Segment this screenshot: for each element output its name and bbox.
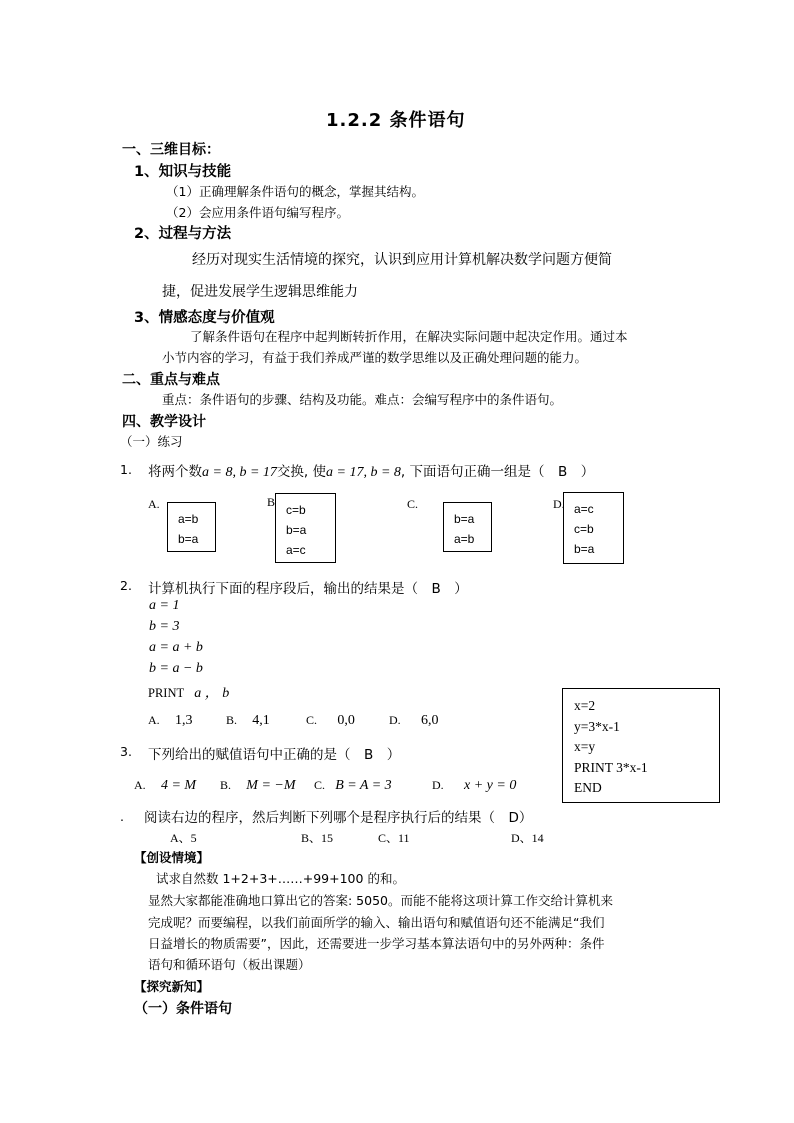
q2-print-line: PRINT a ， b	[148, 686, 230, 701]
code-line: b=a	[454, 512, 475, 526]
code-line: b=a	[574, 542, 595, 556]
code-line: a=b	[454, 532, 475, 546]
code-line: b=a	[286, 523, 307, 537]
process-method-heading: 2、过程与方法	[134, 226, 232, 242]
q1-option-b-label: B	[267, 495, 276, 509]
q2-option-d: D. 6,0	[389, 713, 439, 728]
q1-number: 1.	[120, 462, 132, 477]
scenario-para-4: 语句和循环语句（板出课题）	[148, 957, 311, 972]
q3-stem: 下列给出的赋值语句中正确的是（ B ）	[148, 747, 401, 763]
q1-option-c-label: C.	[407, 497, 419, 511]
code-line: c=b	[574, 522, 594, 536]
knowledge-skills-heading: 1、知识与技能	[134, 164, 232, 180]
program-box	[562, 688, 720, 803]
q3-option-c: C. B = A = 3	[314, 778, 392, 793]
q2-stem: 计算机执行下面的程序段后，输出的结果是（ B ）	[148, 581, 468, 597]
program-line: x=y	[574, 739, 596, 754]
q2-option-b: B. 4,1	[226, 713, 270, 728]
knowledge-item-2: （2）会应用条件语句编写程序。	[166, 205, 349, 220]
q4-option-a: A、5	[170, 831, 197, 845]
explore-heading: 【探究新知】	[134, 979, 210, 994]
scenario-line-1: 试求自然数 1+2+3+……+99+100 的和。	[156, 871, 405, 886]
key-difficult-points: 重点：条件语句的步骤、结构及功能。难点：会编写程序中的条件语句。	[162, 392, 563, 407]
program-line: y=3*x-1	[574, 718, 620, 734]
program-line: x=2	[574, 698, 596, 713]
q2-number: 2.	[120, 578, 132, 593]
q3-option-d: D. x + y = 0	[432, 778, 517, 793]
q4-number: .	[120, 809, 124, 824]
q2-code-line-4: b = a − b	[149, 661, 203, 676]
code-line: a=c	[574, 502, 594, 516]
scenario-para-2: 完成呢？而要编程，以我们前面所学的输入、输出语句和赋值语句还不能满足“我们	[148, 915, 605, 930]
q4-option-c: C、11	[378, 831, 410, 845]
process-line-2: 捷，促进发展学生逻辑思维能力	[162, 284, 358, 300]
q4-option-b: B、15	[301, 831, 334, 845]
program-line: END	[574, 780, 602, 795]
emotion-line-1: 了解条件语句在程序中起判断转折作用，在解决实际问题中起决定作用。通过本	[190, 329, 628, 344]
q2-options: A. 1,3	[148, 713, 193, 728]
scenario-heading: 【创设情境】	[134, 850, 210, 865]
q2-code-line-2: b = 3	[149, 619, 180, 634]
section-4-heading: 四、教学设计	[122, 414, 206, 430]
scenario-para-1: 显然大家都能准确地口算出它的答案: 5050。而能不能将这项计算工作交给计算机来	[148, 893, 613, 908]
q1-option-a-box	[167, 502, 216, 552]
section-1-heading: 一、三维目标：	[122, 142, 220, 158]
code-line: a=c	[286, 543, 306, 557]
code-line: c=b	[286, 503, 306, 517]
program-line: PRINT 3*x-1	[574, 759, 648, 775]
scenario-para-3: 日益增长的物质需要”，因此，还需要进一步学习基本算法语句中的另外两种：条件	[148, 936, 605, 951]
q1-stem: 将两个数a = 8, b = 17交换, 使a = 17, b = 8, 下面语句正确一组是（ B ）	[148, 464, 595, 480]
q3-number: 3.	[120, 744, 132, 759]
q1-option-b-box	[275, 493, 336, 563]
q2-option-c: C. 0,0	[306, 713, 355, 728]
q1-option-d-box	[563, 492, 624, 564]
emotion-values-heading: 3、情感态度与价值观	[134, 310, 275, 326]
q2-code-line-3: a = a + b	[149, 640, 203, 655]
page-title: 1.2.2 条件语句	[326, 110, 466, 131]
practice-subheading: （一）练习	[120, 434, 183, 449]
q3-option-b: B. M = −M	[220, 778, 296, 793]
q4-stem: 阅读右边的程序，然后判断下列哪个是程序执行后的结果（ D）	[144, 810, 533, 826]
section-2-heading: 二、重点与难点	[122, 372, 220, 388]
q3-option-a: A. 4 = M	[134, 778, 197, 793]
q1-option-a-label: A.	[148, 497, 160, 511]
q4-option-d: D、14	[511, 831, 544, 845]
q2-code-line-1: a = 1	[149, 598, 180, 613]
emotion-line-2: 小节内容的学习，有益于我们养成严谨的数学思维以及正确处理问题的能力。	[162, 350, 588, 365]
knowledge-item-1: （1）正确理解条件语句的概念，掌握其结构。	[166, 184, 424, 199]
code-line: b=a	[178, 532, 199, 546]
code-line: a=b	[178, 512, 199, 526]
q1-option-d-label: D.	[553, 497, 565, 511]
q1-option-c-box	[443, 502, 492, 552]
conditional-statement-heading: （一）条件语句	[134, 1001, 232, 1017]
process-line-1: 经历对现实生活情境的探究，认识到应用计算机解决数学问题方便简	[192, 252, 612, 268]
